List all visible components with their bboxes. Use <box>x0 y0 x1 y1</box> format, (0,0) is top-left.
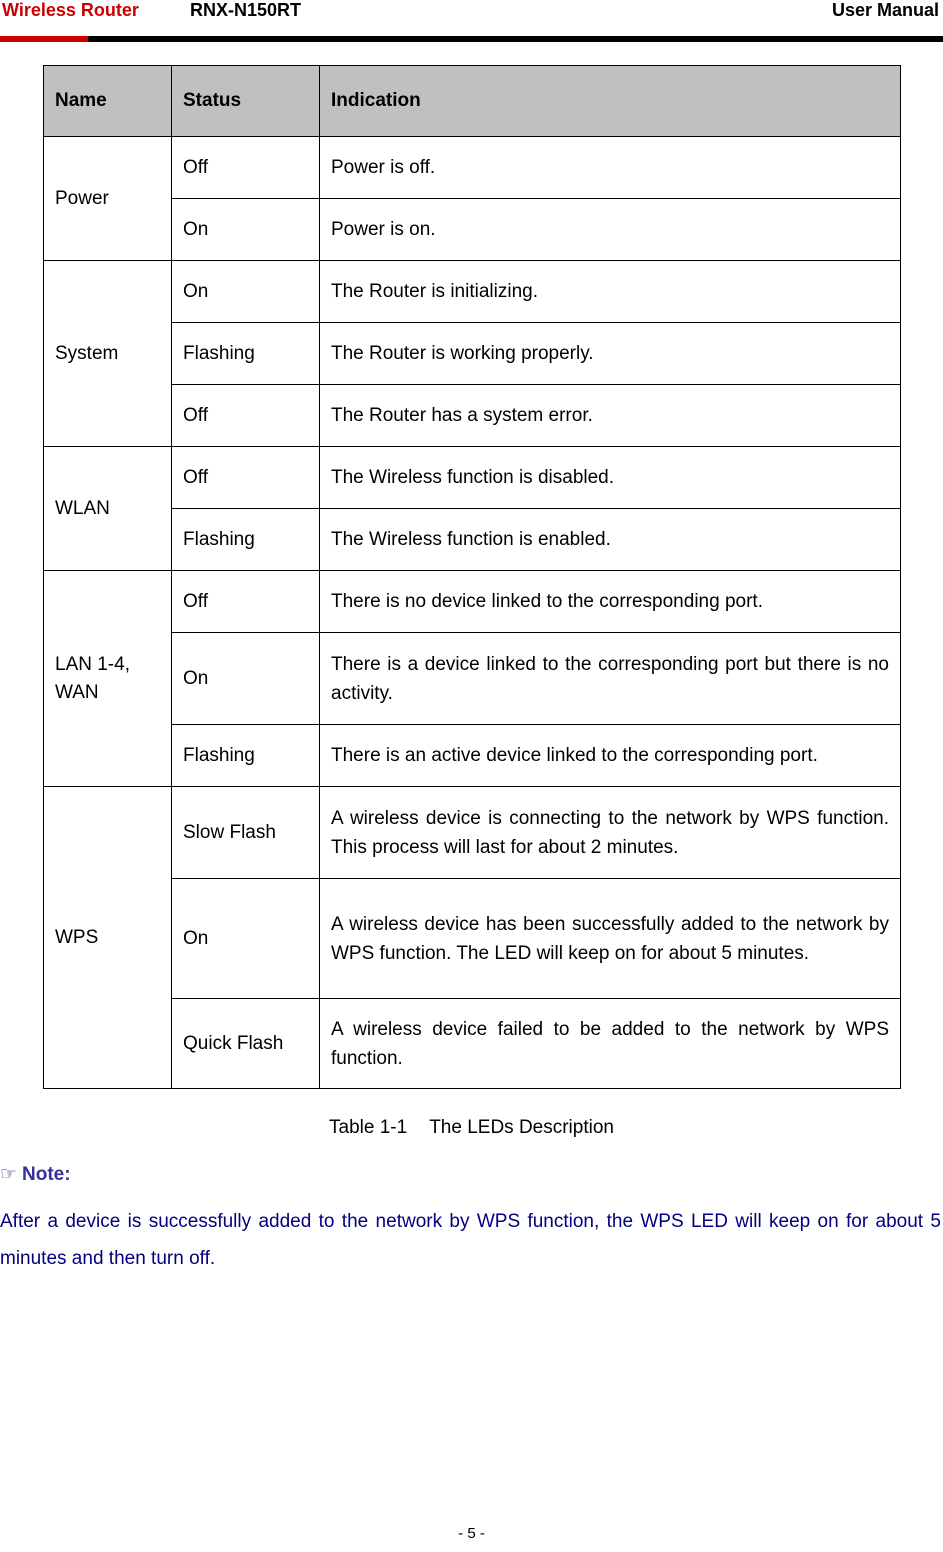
status-cell: Flashing <box>172 509 320 571</box>
indication-cell: Power is off. <box>320 137 901 199</box>
table-header-row <box>44 66 901 137</box>
note-body: After a device is successfully added to the network by WPS function, the WPS LED will keep on for about 5 minutes and then turn off. <box>0 1211 941 1269</box>
header-brand: Wireless Router <box>2 0 139 20</box>
table-row <box>44 999 901 1089</box>
header-rule-black <box>88 36 943 42</box>
led-table <box>43 65 901 1089</box>
table-row <box>44 261 901 323</box>
led-name-cell: LAN 1-4, WAN <box>44 571 172 787</box>
status-cell: Off <box>172 571 320 633</box>
table-row <box>44 571 901 633</box>
table-row <box>44 199 901 261</box>
status-cell: Flashing <box>172 323 320 385</box>
led-name-cell: WPS <box>44 787 172 1089</box>
table-row <box>44 725 901 787</box>
table-row <box>44 385 901 447</box>
status-cell: On <box>172 633 320 725</box>
table-row <box>44 633 901 725</box>
note-heading <box>0 1163 71 1186</box>
pointing-hand-icon: ☞ <box>0 1164 18 1185</box>
indication-cell: There is no device linked to the corresponding port. <box>320 571 901 633</box>
indication-cell: A wireless device has been successfully added to the network by WPS function. The LED will keep on for about 5 minutes. <box>320 879 901 999</box>
table-row <box>44 323 901 385</box>
table-row <box>44 787 901 879</box>
status-cell: Flashing <box>172 725 320 787</box>
status-cell: On <box>172 879 320 999</box>
indication-cell: Power is on. <box>320 199 901 261</box>
led-name-cell: WLAN <box>44 447 172 571</box>
indication-cell: There is an active device linked to the corresponding port. <box>320 725 901 787</box>
caption-title: The LEDs Description <box>429 1117 614 1138</box>
indication-cell: A wireless device failed to be added to the network by WPS function. <box>320 999 901 1089</box>
note-title: Note: <box>22 1164 71 1185</box>
table-row <box>44 137 901 199</box>
table-caption <box>0 1117 943 1139</box>
table-row <box>44 879 901 999</box>
header-model: RNX-N150RT <box>190 0 302 20</box>
table-row <box>44 509 901 571</box>
led-name-cell: System <box>44 261 172 447</box>
status-cell: Slow Flash <box>172 787 320 879</box>
status-cell: Quick Flash <box>172 999 320 1089</box>
caption-label: Table 1-1 <box>329 1117 408 1138</box>
header-manual-title: User Manual <box>831 0 939 20</box>
indication-cell: A wireless device is connecting to the network by WPS function. This process will last for about 2 minutes. <box>320 787 901 879</box>
table-row <box>44 447 901 509</box>
indication-cell: The Router is initializing. <box>320 261 901 323</box>
header-cell-status: Status <box>172 66 320 137</box>
header-cell-indication: Indication <box>320 66 901 137</box>
page-number: - 5 - <box>458 1525 485 1542</box>
page-header <box>0 0 943 44</box>
status-cell: Off <box>172 137 320 199</box>
indication-cell: The Wireless function is enabled. <box>320 509 901 571</box>
indication-cell: The Wireless function is disabled. <box>320 447 901 509</box>
status-cell: Off <box>172 385 320 447</box>
indication-cell: The Router has a system error. <box>320 385 901 447</box>
indication-cell: The Router is working properly. <box>320 323 901 385</box>
led-name-cell: Power <box>44 137 172 261</box>
header-cell-name: Name <box>44 66 172 137</box>
status-cell: On <box>172 199 320 261</box>
status-cell: On <box>172 261 320 323</box>
header-rule-red <box>0 36 88 42</box>
status-cell: Off <box>172 447 320 509</box>
indication-cell: There is a device linked to the corresponding port but there is no activity. <box>320 633 901 725</box>
